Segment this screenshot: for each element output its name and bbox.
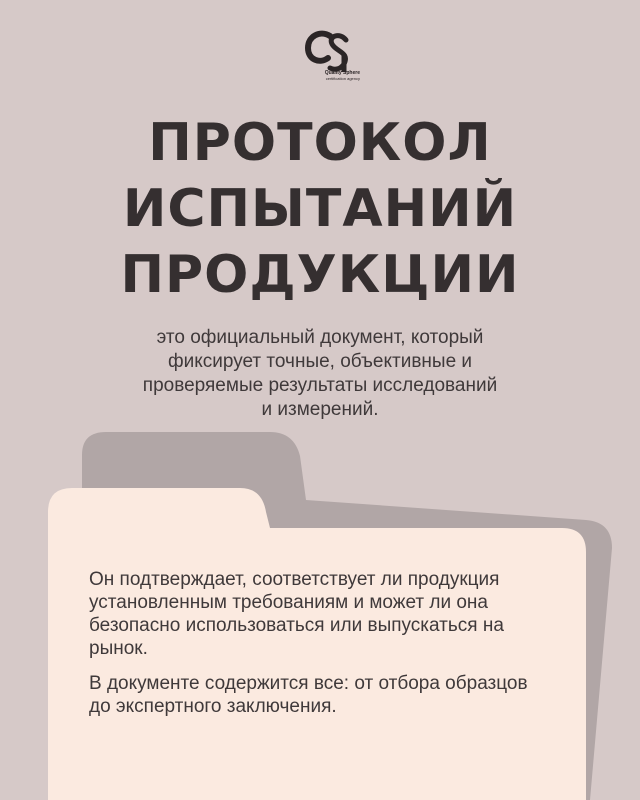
subtitle-line-3: проверяемые результаты исследований bbox=[142, 375, 498, 396]
card-paragraph-2: В документе содержится все: от отбора образцов до экспертного заключения. bbox=[89, 673, 528, 717]
logo-tagline: certification agency bbox=[325, 76, 360, 81]
folder-card-text bbox=[89, 568, 549, 730]
subtitle-line-2: фиксирует точные, объективные и bbox=[167, 351, 473, 372]
title-line-2: ИСПЫТАНИЙ bbox=[122, 179, 518, 239]
subtitle-line-4: и измерений. bbox=[261, 399, 379, 420]
subtitle-line-1: это официальный документ, который bbox=[156, 327, 484, 348]
title-line-1: ПРОТОКОЛ bbox=[148, 113, 492, 173]
card-paragraph-1: Он подтверждает, соответствует ли продукция установленным требованиям и может ли она безопасно использоваться или выпускаться на рынок. bbox=[89, 569, 504, 659]
title-line-3: ПРОДУКЦИИ bbox=[120, 245, 520, 305]
logo-brand-name: Quality Sphere bbox=[324, 70, 360, 76]
